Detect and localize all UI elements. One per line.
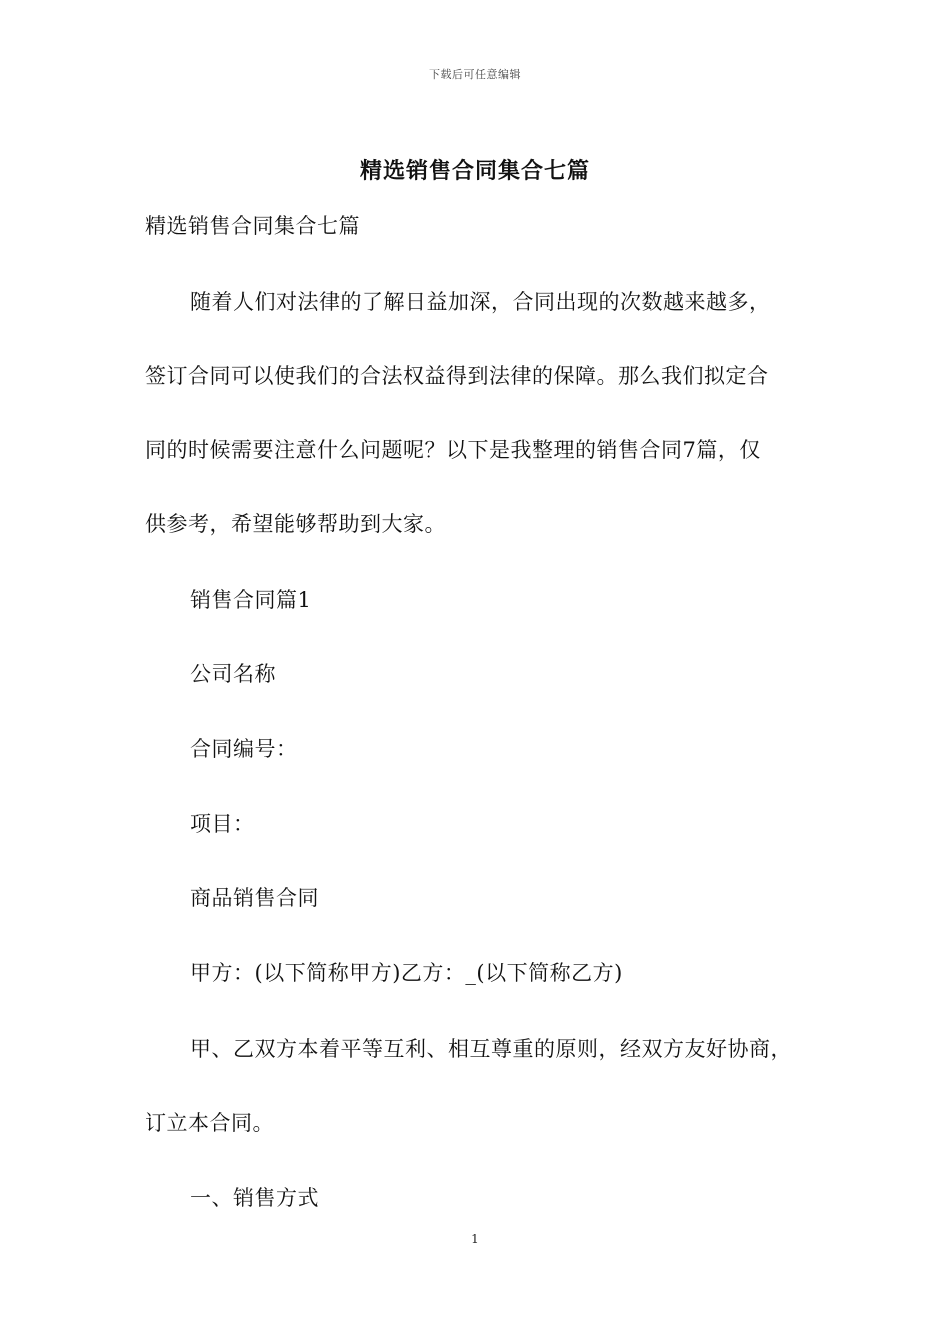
clause-1-heading: 一、销售方式 bbox=[190, 1186, 319, 1210]
company-name-label: 公司名称 bbox=[190, 662, 276, 686]
parties-line: 甲方：(以下简称甲方)乙方：_(以下简称乙方) bbox=[190, 961, 623, 985]
intro-paragraph-line-2: 签订合同可以使我们的合法权益得到法律的保障。那么我们拟定合 bbox=[145, 364, 769, 388]
contract-number-label: 合同编号： bbox=[190, 737, 298, 761]
intro-paragraph-line-3: 同的时候需要注意什么问题呢？以下是我整理的销售合同7篇，仅 bbox=[145, 438, 761, 462]
agreement-line-2: 订立本合同。 bbox=[145, 1111, 274, 1135]
page-number: 1 bbox=[471, 1232, 479, 1246]
agreement-line-1: 甲、乙双方本着平等互利、相互尊重的原则，经双方友好协商， bbox=[190, 1037, 792, 1061]
project-label: 项目： bbox=[190, 812, 255, 836]
section-heading: 销售合同篇1 bbox=[190, 588, 312, 612]
contract-type: 商品销售合同 bbox=[190, 886, 319, 910]
document-subtitle: 精选销售合同集合七篇 bbox=[145, 214, 360, 238]
header-note: 下载后可任意编辑 bbox=[429, 68, 521, 81]
intro-paragraph-line-4: 供参考，希望能够帮助到大家。 bbox=[145, 512, 446, 536]
document-title: 精选销售合同集合七篇 bbox=[359, 158, 590, 184]
intro-paragraph-line-1: 随着人们对法律的了解日益加深，合同出现的次数越来越多， bbox=[190, 290, 771, 314]
